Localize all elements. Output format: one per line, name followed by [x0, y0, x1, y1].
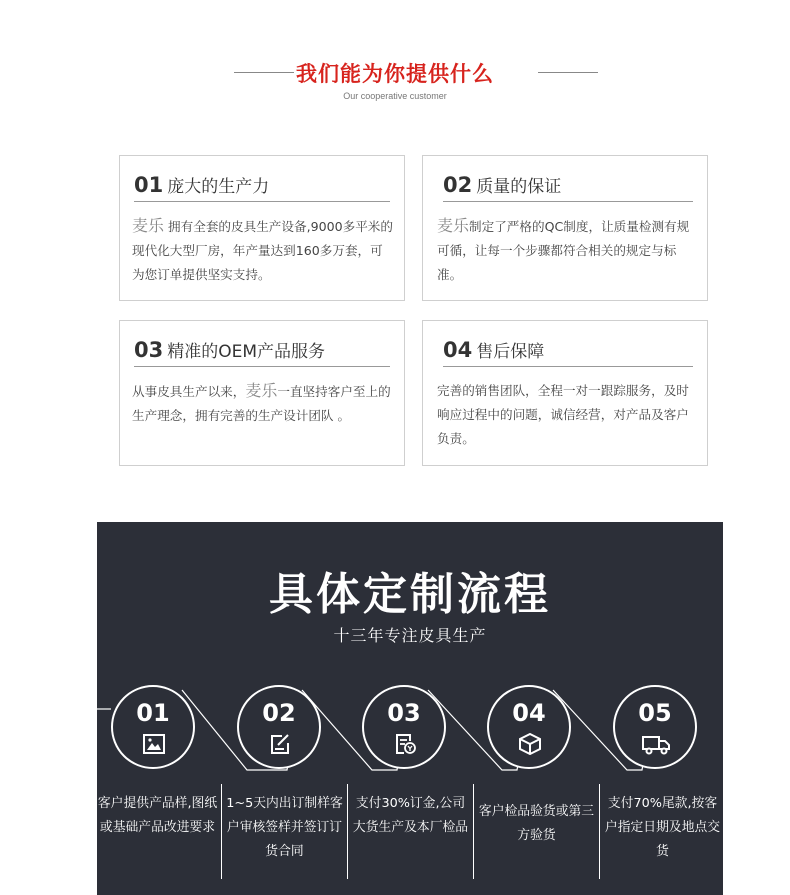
- card-text-lead: 从事皮具生产以来，: [132, 384, 246, 399]
- card-divider: [134, 366, 390, 367]
- card-heading: 精准的OEM产品服务: [167, 342, 326, 362]
- step-number: 04: [512, 699, 546, 727]
- step-text-3: 支付30%订金,公司大货生产及本厂检品: [352, 796, 469, 835]
- step-number: 02: [262, 699, 296, 727]
- card-title: [134, 337, 325, 362]
- card-text: 制定了严格的QC制度，让质量检测有规可循，让每一个步骤都符合相关的规定与标准。: [437, 219, 690, 282]
- card-body: [437, 379, 697, 451]
- services-header: [0, 0, 790, 120]
- card-heading: 庞大的生产力: [167, 177, 270, 197]
- card-text: 一直坚持客户至上的生产理念，拥有完善的生产设计团队 。: [132, 384, 391, 423]
- step-number: 03: [387, 699, 421, 727]
- service-card-1: [119, 155, 405, 301]
- services-title: 我们能为你提供什么: [296, 62, 494, 86]
- process-section: [97, 522, 723, 895]
- image-icon: [142, 733, 166, 755]
- step-text-2: 1~5天内出订制样客户审核签样并签订订货合同: [226, 796, 343, 859]
- step-text-4: 客户检品验货或第三方验货: [478, 804, 595, 843]
- service-card-4: [422, 320, 708, 466]
- card-number: 03: [134, 338, 164, 362]
- card-divider: [443, 366, 693, 367]
- step-divider: [473, 784, 474, 879]
- service-card-3: [119, 320, 405, 466]
- process-steps: [97, 780, 723, 895]
- step-text-5: 支付70%尾款,按客户指定日期及地点交货: [604, 796, 721, 859]
- card-body: [437, 214, 697, 287]
- step-divider: [347, 784, 348, 879]
- truck-icon: [642, 733, 670, 755]
- card-divider: [134, 201, 390, 202]
- card-divider: [443, 201, 693, 202]
- step-circle-5: [613, 685, 697, 769]
- brand-name: 麦乐: [132, 216, 165, 235]
- card-body: [132, 379, 394, 428]
- process-title: 具体定制流程: [269, 569, 551, 620]
- step-circle-1: [111, 685, 195, 769]
- card-title: [443, 172, 561, 197]
- edit-icon: [268, 733, 292, 755]
- card-text: 拥有全套的皮具生产设备,9000多平米的现代化大型厂房，年产量达到160多万套，可为您订单提供坚实支持。: [132, 219, 393, 282]
- card-title: [443, 337, 544, 362]
- card-number: 02: [443, 173, 473, 197]
- brand-name: 麦乐: [245, 381, 278, 400]
- package-icon: [518, 733, 542, 755]
- step-circle-2: [237, 685, 321, 769]
- card-title: [134, 172, 269, 197]
- step-circle-4: [487, 685, 571, 769]
- services-subtitle: Our cooperative customer: [343, 91, 447, 101]
- step-divider: [221, 784, 222, 879]
- process-subtitle: 十三年专注皮具生产: [333, 626, 487, 645]
- invoice-icon: [393, 733, 417, 755]
- card-number: 01: [134, 173, 164, 197]
- step-circle-3: [362, 685, 446, 769]
- step-divider: [599, 784, 600, 879]
- card-heading: 售后保障: [476, 342, 545, 362]
- service-card-2: [422, 155, 708, 301]
- step-number: 05: [638, 699, 672, 727]
- step-number: 01: [136, 699, 170, 727]
- card-heading: 质量的保证: [476, 177, 562, 197]
- card-text: 完善的销售团队，全程一对一跟踪服务，及时响应过程中的问题，诚信经营，对产品及客户负责。: [437, 383, 689, 446]
- card-number: 04: [443, 338, 473, 362]
- step-text-1: 客户提供产品样,图纸或基础产品改进要求: [97, 796, 218, 835]
- card-body: [132, 214, 394, 287]
- brand-name: 麦乐: [437, 216, 470, 235]
